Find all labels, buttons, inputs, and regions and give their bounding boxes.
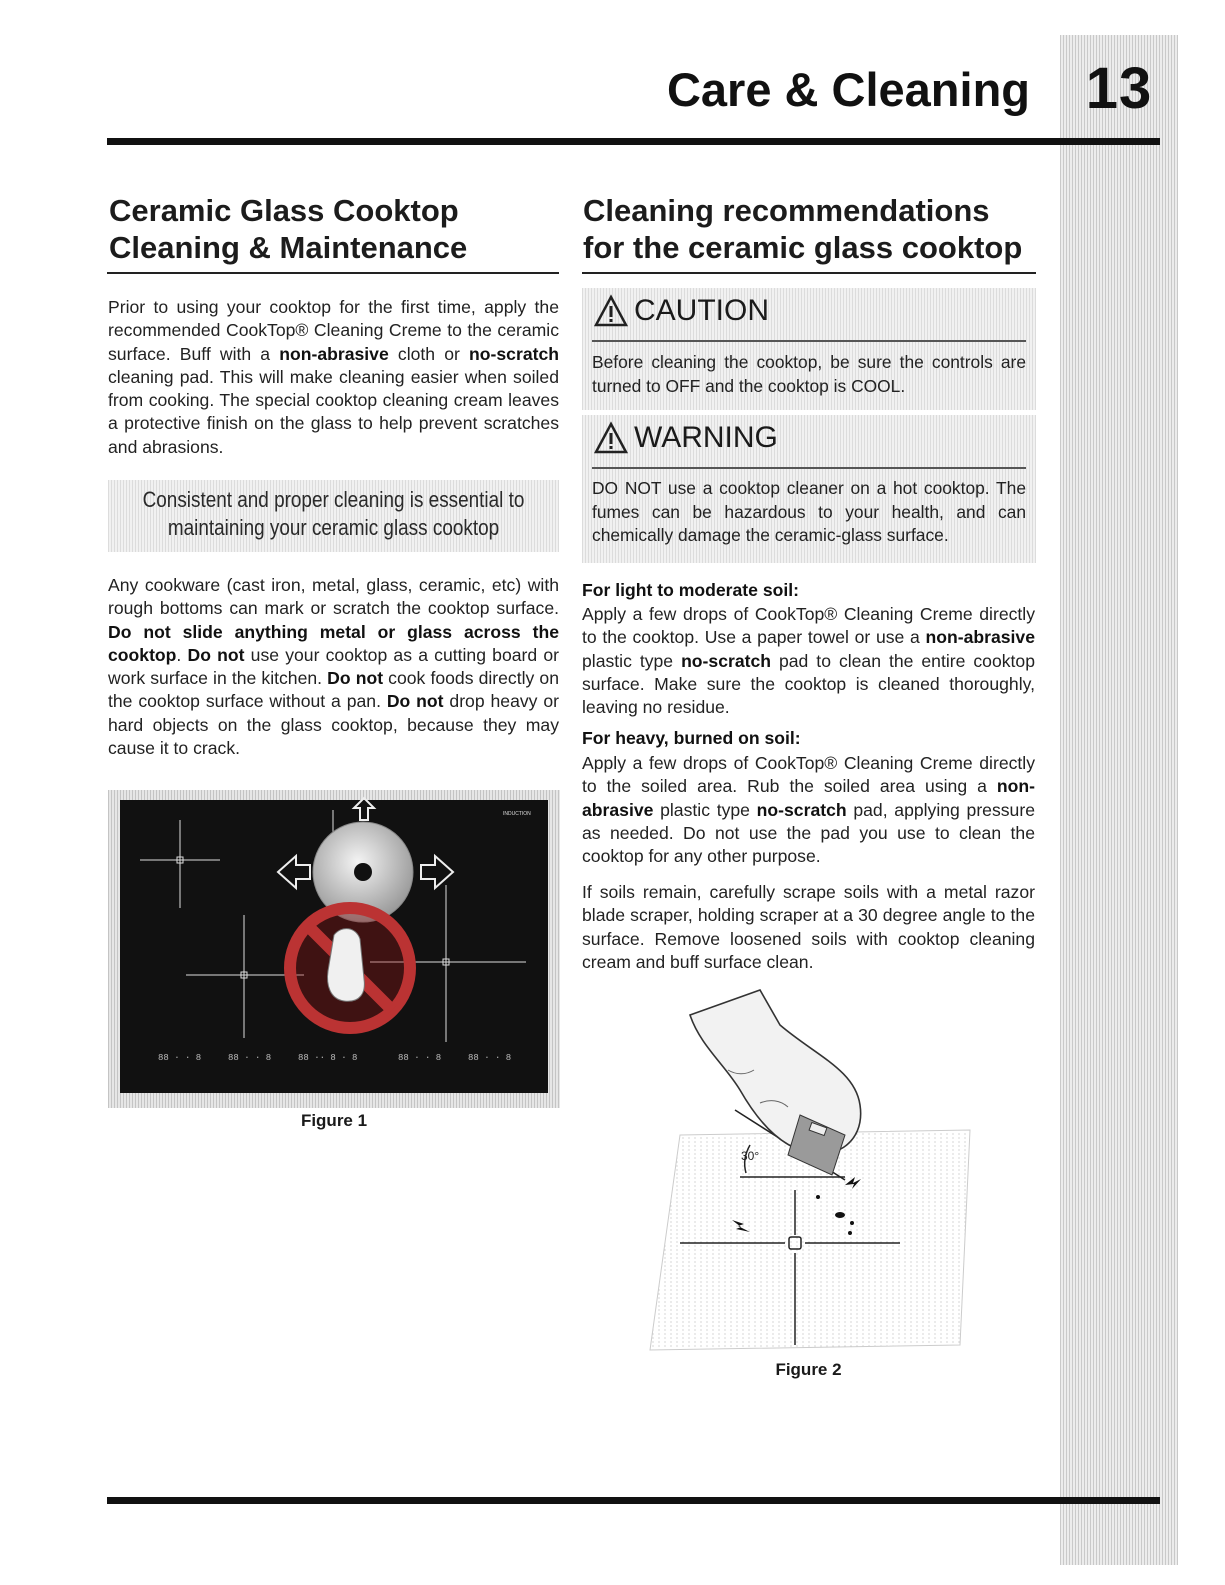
emphasis: Do not <box>386 691 444 712</box>
emphasis: no-scratch <box>756 799 847 820</box>
heavy-soil-heading: For heavy, burned on soil: <box>582 728 801 748</box>
page-tab-strip <box>1060 35 1178 1565</box>
callout-line: maintaining your ceramic glass cooktop <box>167 515 500 540</box>
text-run: drop heavy or hard objects on the glass cooktop, because they may cause it to crack. <box>108 691 559 759</box>
text-run: Apply a few drops of CookTop® Cleaning Creme directly to the cooktop. Use a paper towel or use a <box>582 604 1035 648</box>
header-divider <box>107 138 1160 145</box>
warning-header <box>594 421 778 455</box>
text-run: pad to clean the entire cooktop surface. Make sure the cooktop is cleaned thoroughly, leaving no residue. <box>582 650 1035 718</box>
warning-triangle-icon <box>594 421 628 455</box>
callout-text <box>140 486 528 542</box>
warning-text: DO NOT use a cooktop cleaner on a hot cooktop. The fumes can be hazardous to your health, and can chemically damage the ceramic-glass surface. <box>592 478 1026 545</box>
svg-text:88 · · 8: 88 · · 8 <box>398 1053 442 1063</box>
page-title: Care & Cleaning <box>666 63 1030 116</box>
intro-paragraph <box>108 296 559 459</box>
text-run: . <box>176 644 188 665</box>
text-run: pad, applying pressure as needed. Do not use the pad you use to clean the cooktop for any other purpose. <box>582 799 1035 867</box>
text-run: Prior to using your cooktop for the first time, apply the recommended CookTop® Cleaning Creme to the ceramic surface. Buff with a <box>108 297 559 364</box>
brand-label: INDUCTION <box>503 811 531 817</box>
text-run: cleaning pad. This will make cleaning easier when soiled from cooking. The special cooktop cleaning cream leaves a protective finish on the glass to help prevent scratches and abrasions. <box>108 366 559 457</box>
emphasis: Do not <box>187 644 245 665</box>
caution-box <box>582 288 1036 410</box>
text-run: plastic type <box>653 799 757 820</box>
text-run: plastic type <box>582 650 682 671</box>
light-soil-paragraph <box>582 603 1035 719</box>
caution-divider <box>592 340 1026 342</box>
callout-line: Consistent and proper cleaning is essential to <box>142 487 525 512</box>
heavy-soil-paragraph <box>582 752 1035 868</box>
svg-text:88 · · 8: 88 · · 8 <box>158 1053 202 1063</box>
caution-text: Before cleaning the cooktop, be sure the controls are turned to OFF and the cooktop is COOL. <box>592 352 1026 396</box>
svg-text:88 ·· 8 · 8: 88 ·· 8 · 8 <box>298 1053 358 1063</box>
scrape-paragraph: If soils remain, carefully scrape soils with a metal razor blade scraper, holding scraper at a 30 degree angle to the surface. Remove loosened soils with cooktop cleaning cream and buff surface clean. <box>582 882 1035 972</box>
figure-2-caption: Figure 2 <box>775 1360 842 1379</box>
warning-box <box>582 415 1036 563</box>
emphasis: no-scratch <box>469 343 559 364</box>
emphasis: non-abrasive <box>925 627 1035 648</box>
text-run: use your cooktop as a cutting board or work surface in the kitchen. <box>108 644 559 689</box>
heading-line: Cleaning recommendations <box>583 193 990 228</box>
caution-header <box>594 294 769 328</box>
section-heading-recommendations <box>583 192 1053 266</box>
heading-line: Cleaning & Maintenance <box>109 230 468 265</box>
figure-2-scraper-illustration <box>640 985 980 1355</box>
section-heading-maintenance <box>109 192 569 266</box>
emphasis: non-abrasive <box>279 343 389 364</box>
angle-label: 30° <box>741 1149 760 1163</box>
heading-line: Ceramic Glass Cooktop <box>109 193 459 228</box>
section-divider <box>107 272 559 274</box>
footer-divider <box>107 1497 1160 1504</box>
section-divider <box>582 272 1036 274</box>
warning-title: WARNING <box>634 421 778 454</box>
caution-title: CAUTION <box>634 294 769 327</box>
emphasis: no-scratch <box>681 650 772 671</box>
heading-line: for the ceramic glass cooktop <box>583 230 1023 265</box>
figure-1-cooktop-illustration <box>108 790 560 1108</box>
emphasis: Do not slide anything metal or glass across the cooktop <box>108 621 559 665</box>
warning-divider <box>592 467 1026 469</box>
emphasis: Do not <box>327 668 384 689</box>
text-run: Apply a few drops of CookTop® Cleaning Creme directly to the soiled area. Rub the soiled area using a <box>582 753 1035 797</box>
emphasis: non-abrasive <box>582 776 1035 820</box>
figure-1-caption: Figure 1 <box>300 1111 368 1130</box>
text-run: cloth or <box>388 343 470 364</box>
text-run: cook foods directly on the cooktop surface without a pan. <box>108 668 559 712</box>
text-run: Any cookware (cast iron, metal, glass, ceramic, etc) with rough bottoms can mark or scratch the cooktop surface. <box>108 575 559 619</box>
warning-triangle-icon <box>594 294 628 328</box>
page-number: 13 <box>1085 56 1153 121</box>
svg-text:88 · · 8: 88 · · 8 <box>228 1053 272 1063</box>
svg-text:88 · · 8: 88 · · 8 <box>468 1053 512 1063</box>
light-soil-heading: For light to moderate soil: <box>582 580 799 600</box>
cookware-paragraph <box>108 574 559 760</box>
